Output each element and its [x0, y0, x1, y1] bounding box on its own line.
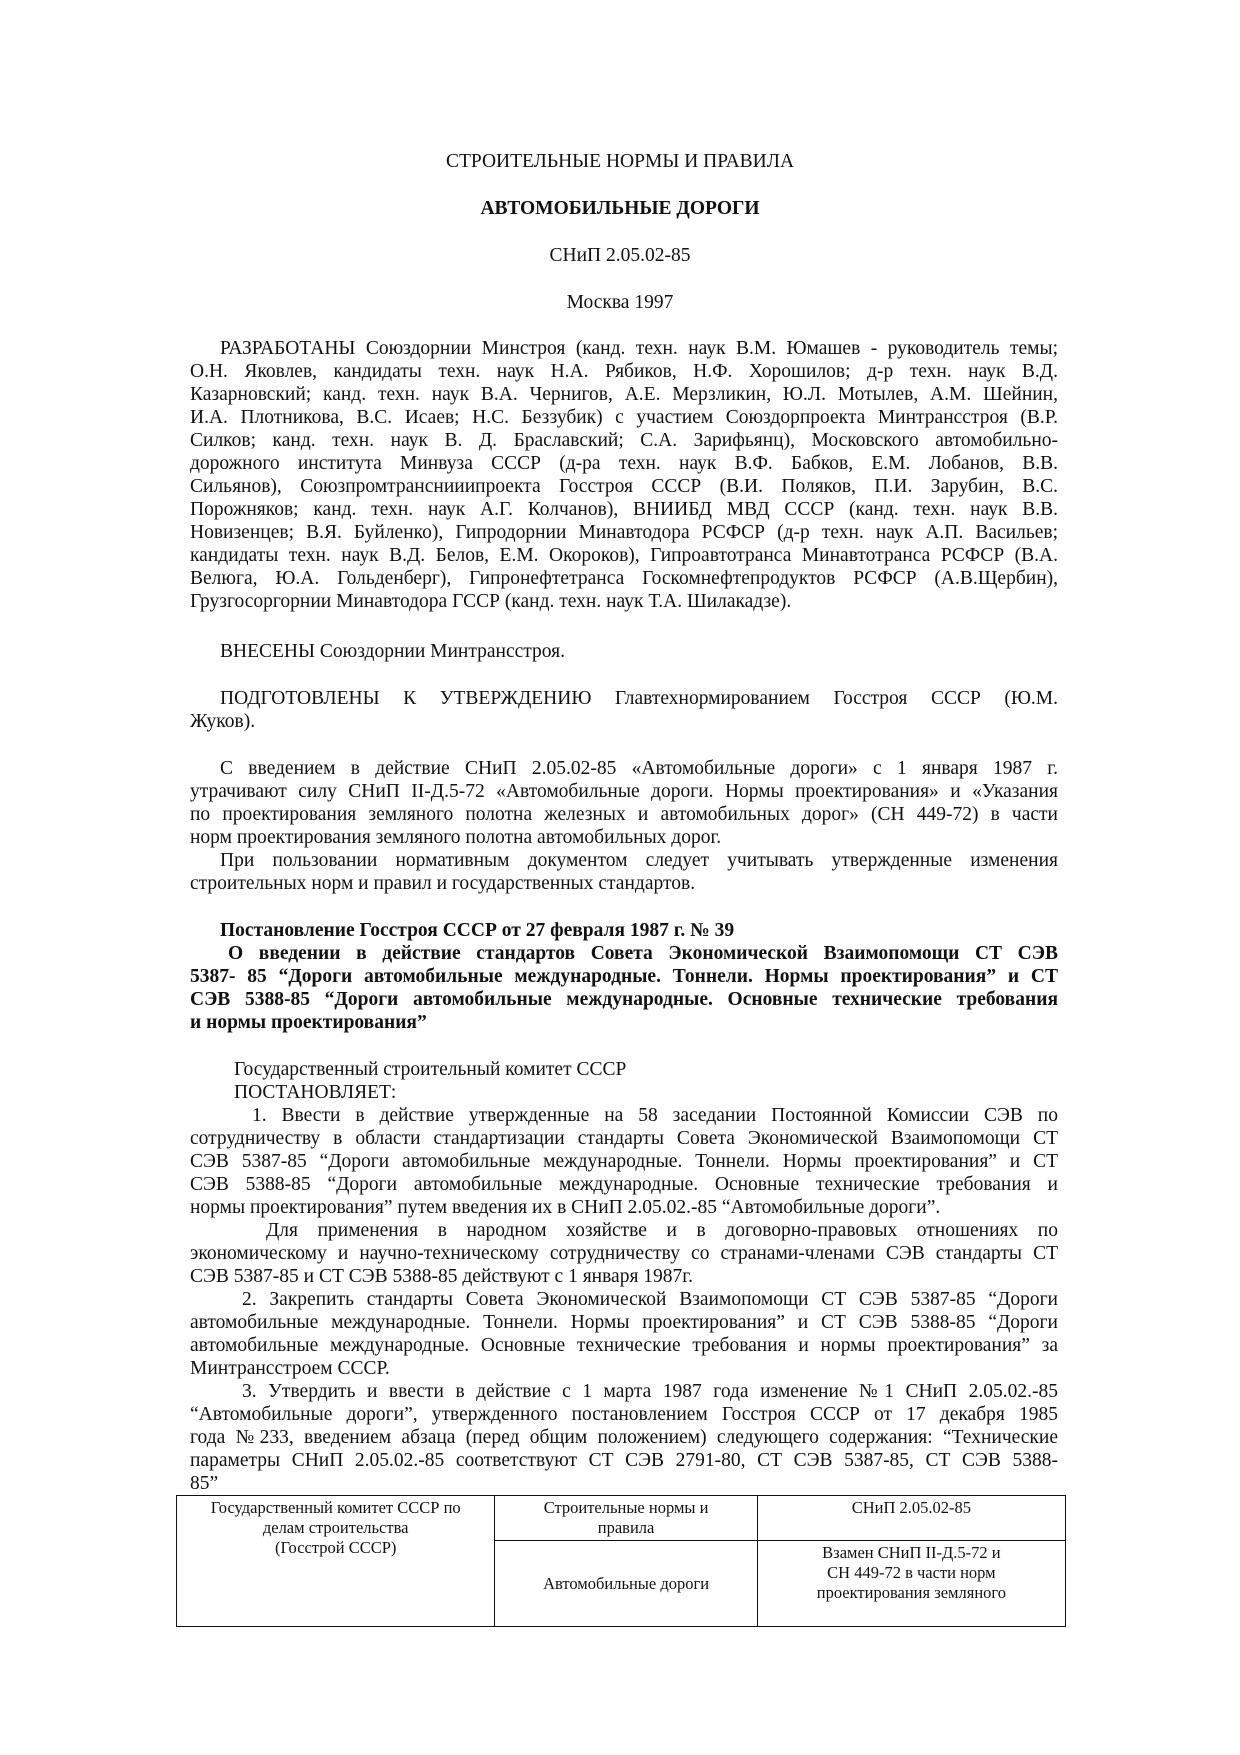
- prepared-paragraph: [190, 687, 1058, 733]
- org-cell: [177, 1496, 495, 1627]
- application-line: СЭВ 5387-85 и СТ СЭВ 5388-85 действуют с 1 января 1987г.: [190, 1266, 693, 1287]
- developed-line: Казарновский; канд. техн. наук В.А. Чернигов, А.Е. Мерзликин, Ю.Л. Мотылев, А.М. Шейнин,: [190, 384, 1058, 405]
- item2-line: 2. Закрепить стандарты Совета Экономической Взаимопомощи СТ СЭВ 5387-85 “Дороги: [242, 1289, 1058, 1310]
- org-line: (Госстрой СССР): [274, 1538, 397, 1557]
- name-text: Автомобильные дороги: [543, 1573, 710, 1593]
- replaces-line: СН 449-72 в части норм: [827, 1563, 996, 1582]
- committee-line: Государственный строительный комитет СССР: [234, 1059, 627, 1080]
- developed-line: Порожняков; канд. техн. наук А.Г. Колчанов), ВНИИБД МВД СССР (канд. техн. наук В.В.: [190, 499, 1058, 520]
- item1-line: СЭВ 5387-85 “Дороги автомобильные международные. Тоннели. Нормы проектирования” и СТ: [190, 1151, 1058, 1172]
- developed-line: Сильянов), Союзпромтранснииипроекта Госстроя СССР (В.И. Поляков, П.И. Зарубин, В.С.: [190, 476, 1058, 497]
- replaces-line: проектирования земляного: [816, 1583, 1007, 1602]
- org-line: Государственный комитет СССР по: [210, 1498, 461, 1517]
- effect-paragraph: [190, 757, 1058, 895]
- resolution-subject-line: О введении в действие стандартов Совета Экономической Взаимопомощи СТ СЭВ: [228, 943, 1058, 964]
- developed-line: дорожного института Минвуза СССР (д-ра техн. наук В.Ф. Бабков, Е.М. Лобанов, В.В.: [190, 453, 1058, 474]
- type-line: правила: [597, 1518, 655, 1537]
- item1-line: СЭВ 5388-85 “Дороги автомобильные международные. Основные технические требования и: [190, 1174, 1058, 1195]
- item2-line: автомобильные международные. Основные технические требования и нормы проектирования” за: [190, 1335, 1058, 1356]
- effect-line: утрачивают силу СНиП II-Д.5-72 «Автомобильные дороги. Нормы проектирования» и «Указания: [190, 781, 1058, 802]
- document-info-table: [176, 1495, 1066, 1627]
- item1-line: нормы проектирования” путем введения их в СНиП 2.05.02.-85 “Автомобильные дороги”.: [190, 1197, 941, 1218]
- document-title: АВТОМОБИЛЬНЫЕ ДОРОГИ: [480, 198, 760, 219]
- item2-line: автомобильные международные. Тоннели. Нормы проектирования” и СТ СЭВ 5388-85 “Дороги: [190, 1312, 1058, 1333]
- resolution-subject-line: и нормы проектирования”: [190, 1012, 427, 1033]
- norms-title: СТРОИТЕЛЬНЫЕ НОРМЫ И ПРАВИЛА: [445, 151, 795, 172]
- resolution-block: [190, 919, 1058, 1034]
- application-line: Для применения в народном хозяйстве и в договорно-правовых отношениях по: [266, 1220, 1058, 1241]
- developed-line: кандидаты техн. наук В.Д. Белов, Е.М. Окороков), Гипроавтотранса Минавтотранса РСФСР (В.А.: [190, 545, 1058, 566]
- item2-line: Минтрансстроем СССР.: [190, 1358, 390, 1379]
- item1-line: сотрудничеству в области стандартизации стандарты Совета Экономической Взаимопомощи СТ: [190, 1128, 1058, 1149]
- code-text: СНиП 2.05.02-85: [851, 1498, 972, 1517]
- developed-paragraph: [190, 337, 1058, 613]
- developed-line: Грузгосоргорнии Минавтодора ГССР (канд. техн. наук Т.А. Шилакадзе).: [190, 591, 792, 612]
- place-year: Москва 1997: [566, 292, 674, 313]
- replaces-line: Взамен СНиП II-Д.5-72 и: [822, 1543, 1001, 1562]
- name-cell: [495, 1541, 757, 1627]
- resolution-subject-line: СЭВ 5388-85 “Дороги автомобильные международные. Основные технические требования: [190, 989, 1058, 1010]
- item3-line: 85”: [190, 1473, 219, 1494]
- introduced-paragraph: [190, 640, 1058, 663]
- table-row: [177, 1496, 1066, 1541]
- developed-line: О.Н. Яковлев, кандидаты техн. наук Н.А. Рябиков, Н.Ф. Хорошилов; д-р техн. наук В.Д.: [190, 361, 1058, 382]
- developed-line: Силков; канд. техн. наук В. Д. Браславский; С.А. Зарифьянц), Московского автомобильно-: [190, 430, 1058, 451]
- document-code: СНиП 2.05.02-85: [549, 245, 691, 266]
- item1-line: 1. Ввести в действие утвержденные на 58 заседании Постоянной Комиссии СЭВ по: [252, 1105, 1058, 1126]
- introduced-line: ВНЕСЕНЫ Союздорнии Минтрансстроя.: [220, 641, 566, 662]
- resolution-title: Постановление Госстроя СССР от 27 февраля 1987 г. № 39: [220, 920, 735, 941]
- effect-line: норм проектирования земляного полотна автомобильных дорог.: [190, 827, 722, 848]
- developed-line: И.А. Плотникова, В.С. Исаев; Н.С. Беззубик) с участием Союздорпроекта Минтрансстроя (В.Р.: [190, 407, 1058, 428]
- type-cell: [495, 1496, 757, 1541]
- developed-line: Велюга, Ю.А. Гольденберг), Гипронефтетранса Госкомнефтепродуктов РСФСР (А.В.Щербин),: [190, 568, 1058, 589]
- effect-line: С введением в действие СНиП 2.05.02-85 «Автомобильные дороги» с 1 января 1987 г.: [220, 758, 1058, 779]
- org-line: делам строительства: [262, 1518, 409, 1537]
- developed-line: РАЗРАБОТАНЫ Союздорнии Минстроя (канд. техн. наук В.М. Юмашев - руководитель темы;: [220, 338, 1058, 359]
- item3-line: года №233, введением абзаца (перед общим положением) следующего содержания: “Технические: [190, 1427, 1058, 1448]
- resolution-subject-line: 5387- 85 “Дороги автомобильные международные. Тоннели. Нормы проектирования” и СТ: [190, 966, 1058, 987]
- item3-line: 3. Утвердить и ввести в действие с 1 марта 1987 года изменение №1 СНиП 2.05.02.-85: [242, 1381, 1058, 1402]
- developed-line: Новизенцев; В.Я. Буйленко), Гипродорнии Минавтодора РСФСР (д-р техн. наук А.П. Васильев;: [190, 522, 1058, 543]
- decrees-line: ПОСТАНОВЛЯЕТ:: [234, 1082, 397, 1103]
- effect-line: по проектирования земляного полотна железных и автомобильных дорог» (СН 449-72) в части: [190, 804, 1058, 825]
- type-line: Строительные нормы и: [543, 1498, 709, 1517]
- code-cell: [757, 1496, 1065, 1541]
- prepared-line: Жуков).: [190, 711, 256, 732]
- application-line: экономическому и научно-техническому сотрудничеству со странами-членами СЭВ стандарты СТ: [190, 1243, 1058, 1264]
- item3-line: “Автомобильные дороги”, утвержденного постановлением Госстроя СССР от 17 декабря 1985: [190, 1404, 1058, 1425]
- usage-line: При пользовании нормативным документом следует учитывать утвержденные изменения: [220, 850, 1058, 871]
- replaces-cell: [757, 1541, 1065, 1627]
- item3-line: параметры СНиП 2.05.02.-85 соответствуют СТ СЭВ 2791-80, СТ СЭВ 5387-85, СТ СЭВ 5388-: [190, 1450, 1058, 1471]
- usage-line: строительных норм и правил и государственных стандартов.: [190, 873, 696, 894]
- prepared-line: ПОДГОТОВЛЕНЫ К УТВЕРЖДЕНИЮ Главтехнормированием Госстроя СССР (Ю.М.: [220, 688, 1058, 709]
- resolution-items: [190, 1104, 1058, 1495]
